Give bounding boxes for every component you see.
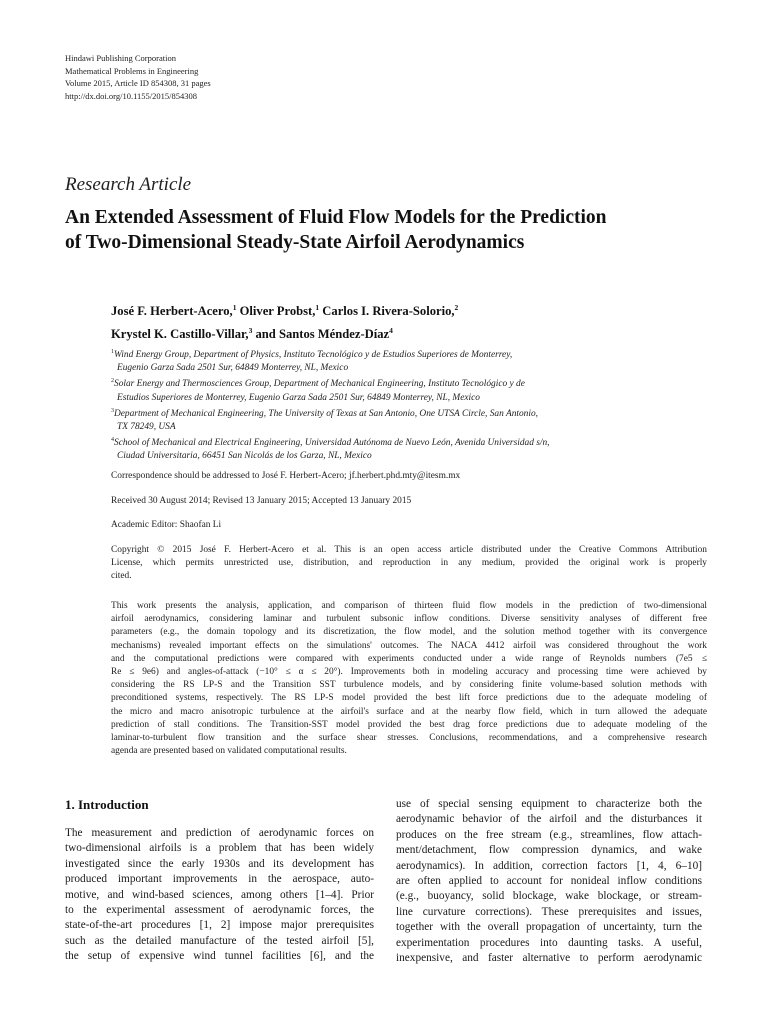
body-line: motive, and wind-based sciences, among others [1–4]. Prior [65,888,374,901]
journal-name: Mathematical Problems in Engineering [65,65,199,76]
body-line: are often applied to account for nonideal inflow conditions [396,875,702,888]
affiliation-number: 2 [111,378,114,385]
body-line: use of special sensing equipment to characterize both the [396,798,702,810]
affiliation [111,434,550,463]
author-line [111,321,458,344]
abstract-line: prediction of stall conditions. The Transition-SST model provided the best drag force predictions due to adequate modeling of the [111,719,707,730]
body-line: investigated since the early 1930s and its development has [65,857,374,870]
copyright-line: cited. [111,571,132,582]
correspondence: Correspondence should be addressed to José F. Herbert-Acero; jf.herbert.phd.mty@itesm.mx [111,471,461,481]
abstract-line: airfoil aerodynamics, considering laminar and turbulent subsonic inflow conditions. Diverse sensitivity analyses of different free [111,614,707,625]
affiliation [111,346,550,375]
body-column-right [396,797,702,966]
abstract-line: laminar-to-turbulent flow transition and the surface shear stresses. Conclusions, recommendations, and a comprehensive research [111,733,707,744]
body-line: aerodynamics). In addition, correction factors [1, 4, 6–10] [396,859,702,872]
author-name: Oliver Probst, [236,304,316,318]
title-line: An Extended Assessment of Fluid Flow Models for the Prediction [65,207,607,228]
body-line: aerodynamic behavior of the airfoil and the disturbances it [396,813,702,826]
affiliations [111,346,550,464]
body-line: produced important improvements in the aerospace, auto- [65,873,374,886]
affiliation-marker: 4 [389,326,393,335]
body-line: (e.g., buoyancy, solid blockage, wake blockage, or stream- [396,890,702,903]
body-line: the setup of expensive wind tunnel facilities [6], and the [65,950,374,963]
received-dates: Received 30 August 2014; Revised 13 January 2015; Accepted 13 January 2015 [111,496,412,506]
body-line: inexpensive, and faster alternative to perform aerodynamic [396,952,702,965]
journal-header [65,52,211,102]
affiliation-text: Department of Mechanical Engineering, The University of Texas at San Antonio, One UTSA Circle, San Antonio, [114,408,539,419]
abstract-line: preconditioned systems, respectively. The RS LP-S model provided the best lift force predictions due to the adequate modeling of [111,693,707,704]
abstract-line: the micro and macro anisotropic turbulence at the airfoil's surface and at the nearby flow field, which in turn allowed the adequate [111,706,707,717]
abstract-line: agenda are presented based on validated computational results. [111,746,347,757]
body-line: together with the overall propagation of uncertainty, turn the [396,921,702,934]
affiliation-text: Estudios Superiores de Monterrey, Eugenio Garza Sada 2501 Sur, 64849 Monterrey, NL, Mexico [117,392,480,403]
affiliation-text: Solar Energy and Thermosciences Group, Department of Mechanical Engineering, Instituto Tecnológico y de [114,379,525,390]
author-name: José F. Herbert-Acero, [111,304,233,318]
affiliation [111,405,550,434]
paper-title [65,205,715,255]
affiliation-marker: 1 [232,303,237,312]
body-line: state-of-the-art procedures [1, 2] impose major prerequisites [65,919,374,932]
author-name: and Santos Méndez-Díaz [252,327,390,341]
author-list [111,298,458,344]
author-name: Krystel K. Castillo-Villar, [111,327,249,341]
body-line: line curvature corrections). These prerequisites and issues, [396,905,702,918]
affiliation-text: Wind Energy Group, Department of Physics, Instituto Tecnológico y de Estudios Superiores de Monterrey, [114,350,513,360]
affiliation [111,375,550,404]
affiliation-marker: 3 [248,326,253,335]
academic-editor: Academic Editor: Shaofan Li [111,520,222,530]
abstract-line: Re ≤ 9e6) and angles-of-attack (−10° ≤ α ≤ 20°). Improvements both in modeling accuracy and processing time were achieved by [111,667,707,678]
affiliation-number: 4 [111,437,114,444]
body-line: such as the detailed manufacture of the tested airfoil [5], [65,934,374,947]
abstract-line: considering the RS LP-S and the Transition SST turbulence models, and by considering finite volume-based solution methods with [111,680,707,691]
title-line: of Two-Dimensional Steady-State Airfoil Aerodynamics [65,232,525,253]
body-line: experimentation procedures into daunting tasks. A useful, [396,936,702,949]
publisher-line: Hindawi Publishing Corporation [65,53,176,63]
copyright-line: License, which permits unrestricted use, distribution, and reproduction in any medium, provided the original work is properly [111,558,707,569]
author-name: Carlos I. Rivera-Solorio, [319,304,455,318]
abstract-line: mechanisms) revealed important effects on the simulations' outcomes. The NACA 4412 airfoil was considered throughout the work [111,640,707,651]
affiliation-number: 1 [111,349,114,355]
affiliation-number: 3 [111,407,114,414]
affiliation-marker: 1 [315,303,320,312]
affiliation-text: Ciudad Universitaria, 66451 San Nicolás de los Garza, NL, Mexico [117,451,372,462]
body-line: The measurement and prediction of aerodynamic forces on [65,827,374,839]
section-heading: 1. Introduction [65,797,149,812]
abstract-line: This work presents the analysis, application, and comparison of thirteen fluid flow models in the prediction of two-dimensional [111,601,707,611]
body-line: to the experimental assessment of aerodynamic forces, the [65,904,374,917]
body-line: produces on the free stream (e.g., streamlines, flow attach- [396,828,702,841]
author-line [111,298,458,321]
abstract-line: parameters (e.g., the domain topology and its discretization, the flow model, and the solution method together with its convergence [111,627,707,638]
volume-line: Volume 2015, Article ID 854308, 31 pages [65,78,211,89]
affiliation-text: TX 78249, USA [117,422,176,433]
body-column-left [65,826,374,965]
copyright-notice [111,544,707,584]
copyright-line: Copyright © 2015 José F. Herbert-Acero et al. This is an open access article distributed under the Creative Commons Attribution [111,545,707,555]
article-type: Research Article [65,174,192,195]
abstract [111,600,707,758]
doi-link[interactable]: http://dx.doi.org/10.1155/2015/854308 [65,90,197,101]
abstract-line: and the computational predictions were compared with experiments conducted under a wide range of Reynolds numbers (7e5 ≤ [111,653,707,664]
affiliation-text: Eugenio Garza Sada 2501 Sur, 64849 Monterrey, NL, Mexico [117,363,349,374]
affiliation-text: School of Mechanical and Electrical Engineering, Universidad Autónoma de Nuevo León, Avenida Universidad s/n, [114,438,550,449]
body-line: ment/detachment, flow compression dynamics, and wake [396,844,702,857]
affiliation-marker: 2 [454,303,459,312]
body-line: two-dimensional airfoils is a problem that has been widely [65,842,374,855]
